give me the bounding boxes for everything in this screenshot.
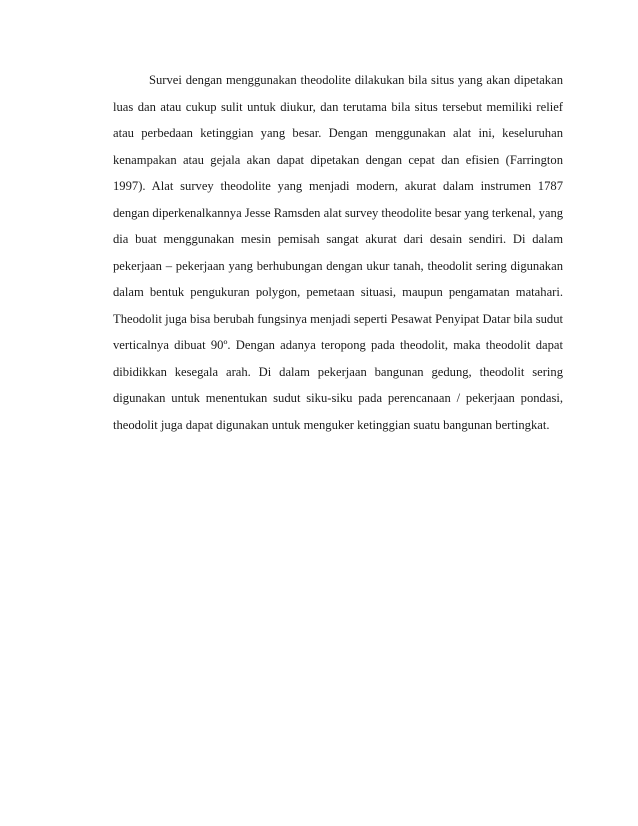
paragraph-line-2: luas dan atau cukup sulit untuk diukur, dan terutama bila situs tersebut memiliki relief: [113, 99, 563, 114]
paragraph-line-11: verticalnya dibuat 90º. Dengan adanya teropong pada theodolit, maka theodolit dapat: [113, 338, 563, 352]
paragraph-line-7: dia buat menggunakan mesin pemisah sangat akurat dari desain sendiri. Di dalam: [113, 232, 563, 246]
paragraph-line-3: atau perbedaan ketinggian yang besar. Dengan menggunakan alat ini, keseluruhan: [113, 126, 563, 140]
paragraph-line-10: Theodolit juga bisa berubah fungsinya menjadi seperti Pesawat Penyipat Datar bila sudut: [113, 311, 563, 326]
paragraph-line-5: 1997). Alat survey theodolite yang menjadi modern, akurat dalam instrumen 1787: [113, 179, 563, 193]
paragraph-line-6: dengan diperkenalkannya Jesse Ramsden alat survey theodolite besar yang terkenal, yang: [113, 205, 564, 220]
paragraph-line-13: digunakan untuk menentukan sudut siku-siku pada perencanaan / pekerjaan pondasi,: [113, 391, 563, 405]
paragraph-line-8: pekerjaan – pekerjaan yang berhubungan dengan ukur tanah, theodolit sering digunakan: [113, 258, 563, 273]
paragraph-line-9: dalam bentuk pengukuran polygon, pemetaan situasi, maupun pengamatan matahari.: [113, 285, 563, 299]
paragraph-line-4: kenampakan atau gejala akan dapat dipetakan dengan cepat dan efisien (Farrington: [113, 152, 563, 167]
body-paragraph: [113, 67, 563, 438]
paragraph-line-14: theodolit juga dapat digunakan untuk menguker ketinggian suatu bangunan bertingkat.: [113, 417, 550, 432]
paragraph-line-12: dibidikkan kesegala arah. Di dalam pekerjaan bangunan gedung, theodolit sering: [113, 364, 563, 379]
paragraph-line-1: Survei dengan menggunakan theodolite dilakukan bila situs yang akan dipetakan: [149, 73, 563, 87]
